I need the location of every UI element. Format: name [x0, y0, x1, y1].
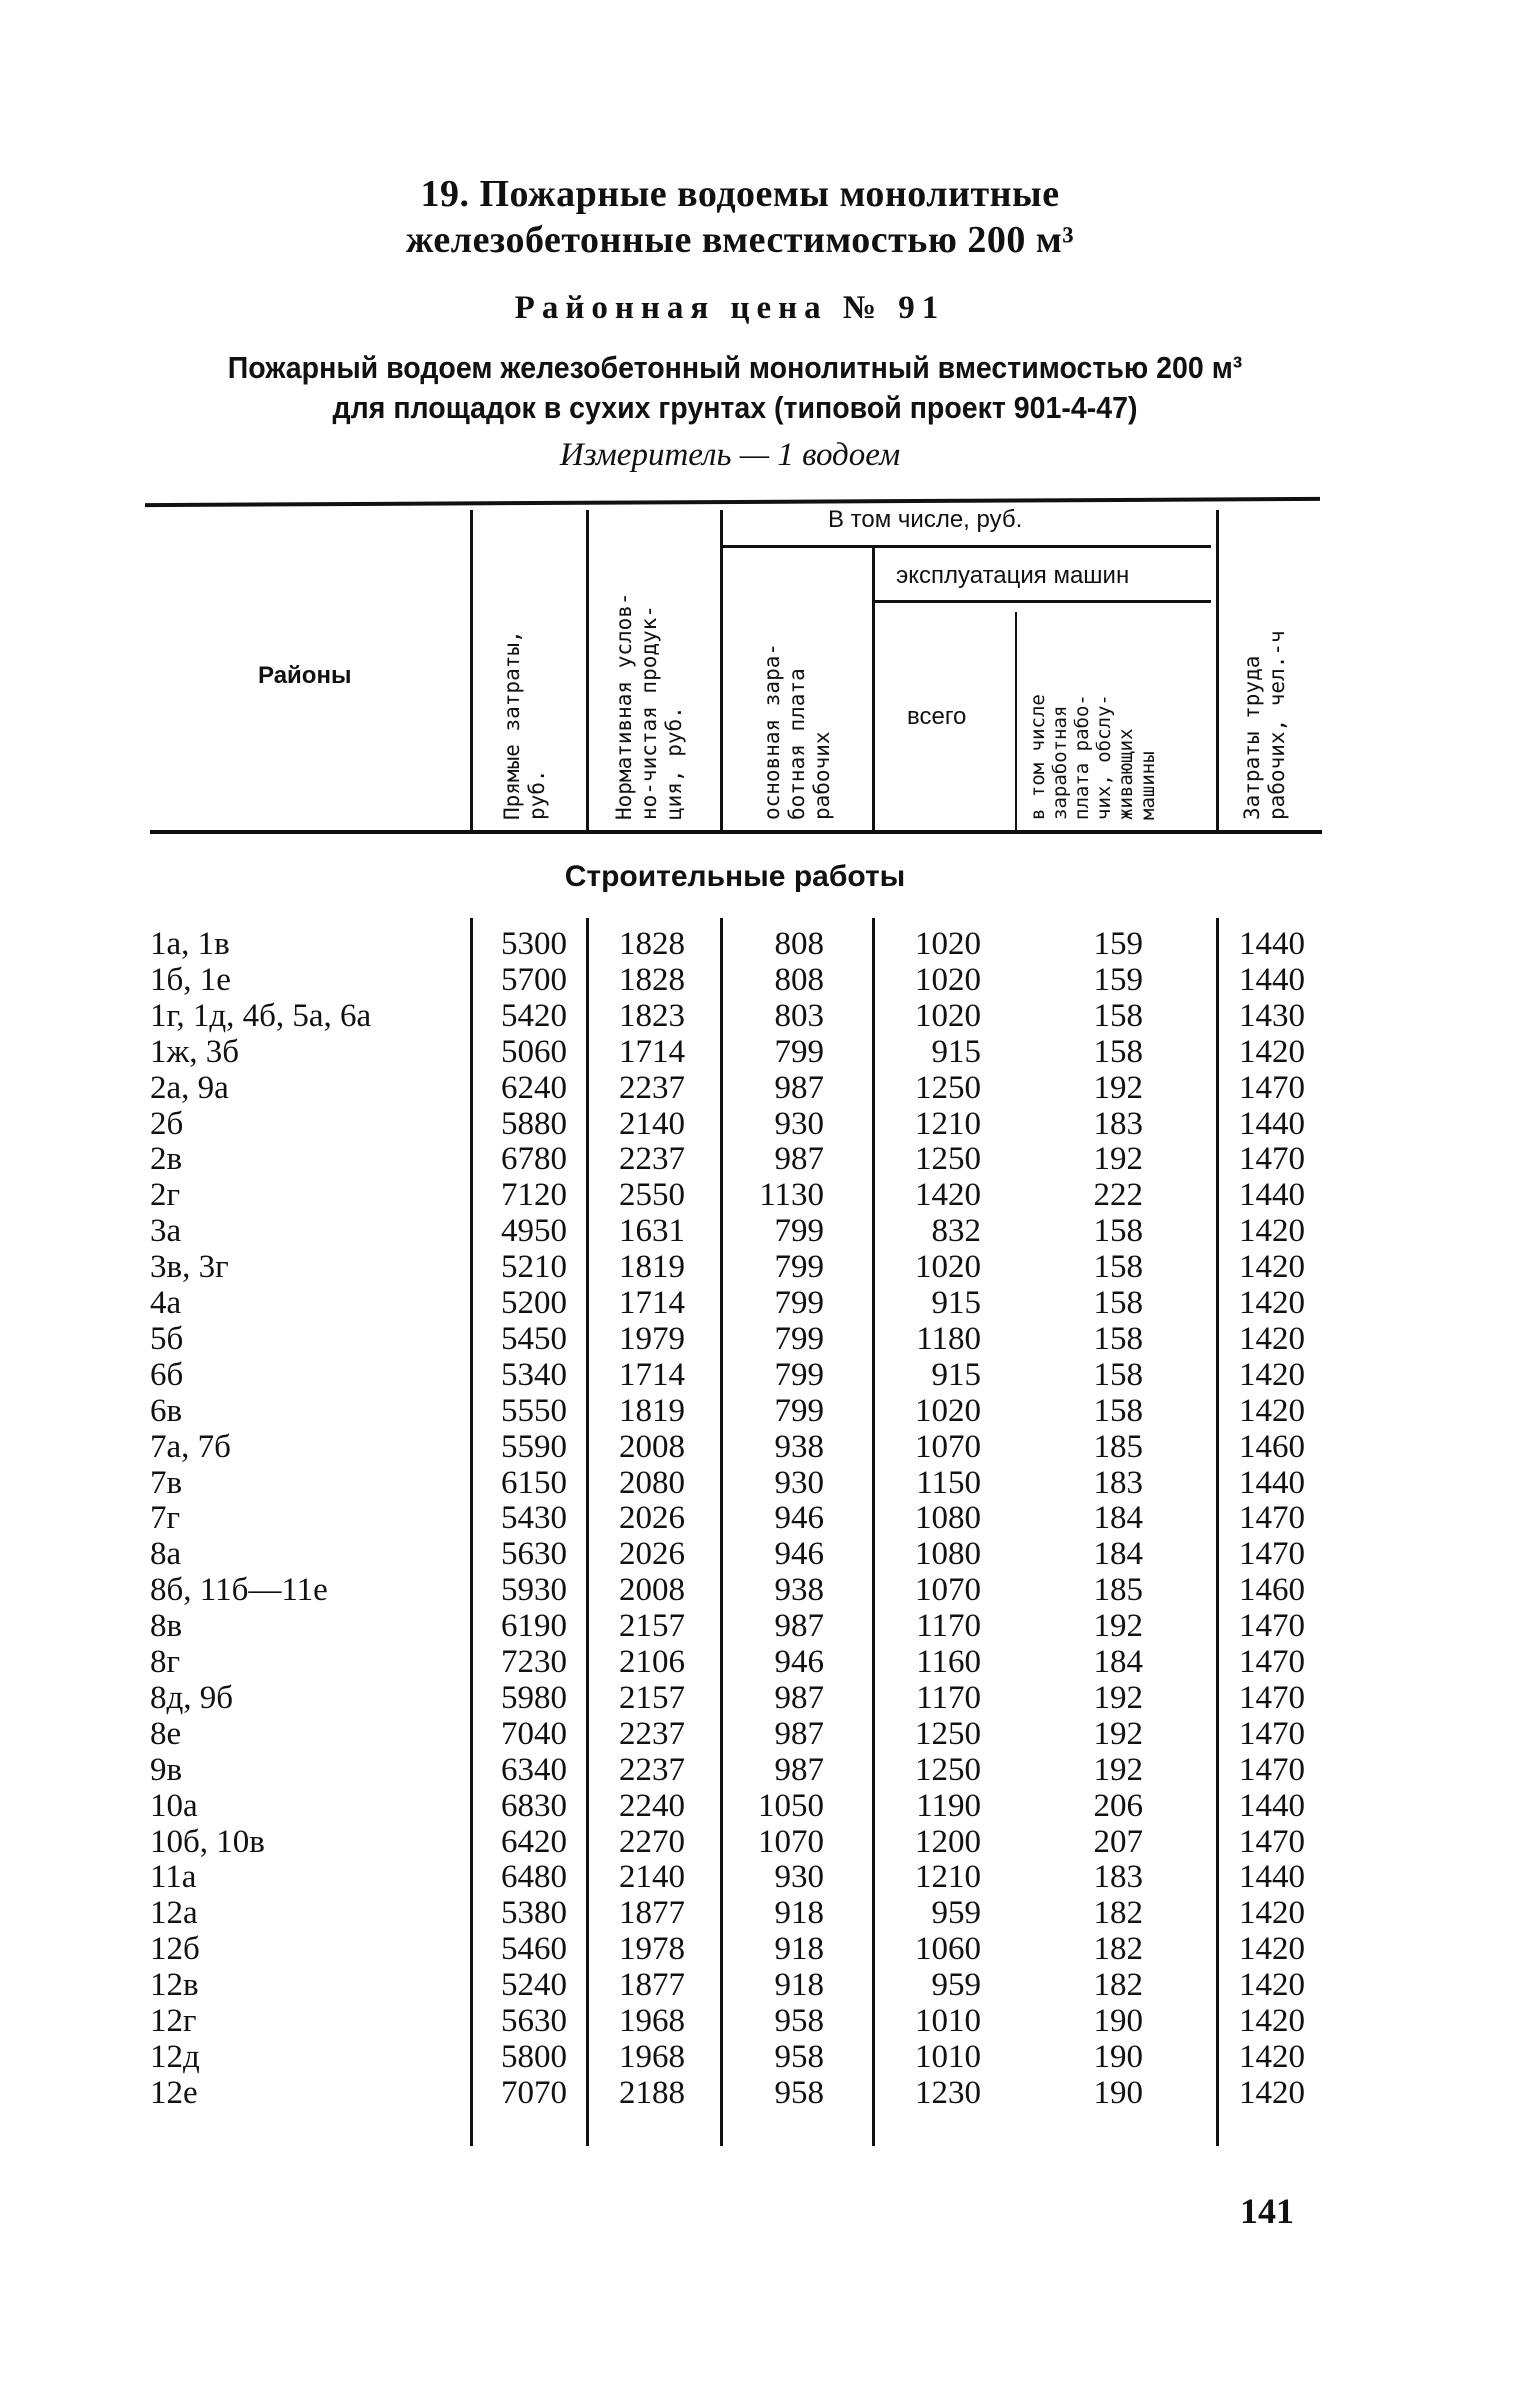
header-districts: Районы	[258, 662, 352, 689]
cell-direct-costs: 6240	[501, 1069, 567, 1106]
cell-direct-costs: 5980	[501, 1679, 567, 1716]
cell-base-wage: 987	[774, 1679, 824, 1716]
header-machine-wage: в том числе заработная плата рабо- чих, обслу- живающих машины	[1027, 694, 1159, 820]
table-row	[150, 1070, 1322, 1106]
cell-machine-total: 1250	[915, 1715, 981, 1752]
cell-machine-total: 1080	[915, 1536, 981, 1573]
table-row	[150, 1141, 1322, 1177]
cell-labor-costs: 1470	[1239, 1608, 1305, 1645]
cell-district: 10а	[150, 1787, 198, 1824]
table-row	[150, 1644, 1322, 1680]
table-row	[150, 1608, 1322, 1644]
cell-labor-costs: 1420	[1239, 1356, 1305, 1393]
cell-district: 12в	[150, 1967, 199, 2004]
cell-district: 2г	[150, 1177, 181, 1214]
cell-district: 7в	[150, 1464, 183, 1501]
header-normative-product: Нормативная услов- но-чистая продук- ция, руб.	[612, 592, 686, 820]
page-number: 141	[1240, 2191, 1294, 2231]
machines-rule	[873, 600, 1211, 603]
cell-labor-costs: 1470	[1239, 1500, 1305, 1537]
cell-direct-costs: 4950	[501, 1213, 567, 1250]
cell-labor-costs: 1420	[1239, 1249, 1305, 1286]
cell-machine-wage: 190	[1093, 2074, 1143, 2111]
cell-labor-costs: 1420	[1239, 1033, 1305, 1070]
header-bottom-rule	[150, 830, 1322, 834]
cell-machine-total: 1070	[915, 1428, 981, 1465]
cell-labor-costs: 1420	[1239, 1967, 1305, 2004]
cell-normative-product: 2270	[619, 1823, 685, 1860]
cell-normative-product: 2157	[619, 1608, 685, 1645]
cell-base-wage: 808	[774, 926, 824, 962]
cell-machine-wage: 192	[1093, 1715, 1143, 1752]
cell-district: 12г	[150, 2003, 197, 2039]
cell-machine-wage: 158	[1093, 1285, 1143, 1321]
cell-direct-costs: 5700	[501, 961, 567, 998]
cell-base-wage: 946	[774, 1500, 824, 1537]
header-divider	[1216, 510, 1219, 830]
cell-labor-costs: 1460	[1239, 1572, 1305, 1609]
table-row	[150, 1536, 1322, 1572]
cell-labor-costs: 1470	[1239, 1069, 1305, 1106]
cell-district: 9в	[150, 1751, 183, 1788]
cell-normative-product: 2008	[619, 1572, 685, 1609]
cell-normative-product: 1819	[619, 1392, 685, 1429]
header-divider	[586, 510, 589, 830]
cell-direct-costs: 5380	[501, 1895, 567, 1932]
cell-district: 7а, 7б	[150, 1428, 231, 1465]
table-row	[150, 1824, 1322, 1860]
cell-machine-total: 1230	[915, 2074, 981, 2111]
cell-normative-product: 1828	[619, 961, 685, 998]
cell-machine-total: 915	[931, 1033, 981, 1070]
cell-machine-total: 1020	[915, 997, 981, 1034]
cell-district: 12б	[150, 1931, 200, 1968]
cell-machine-total: 959	[931, 1967, 981, 2004]
cell-machine-total: 1250	[915, 1751, 981, 1788]
cell-normative-product: 2140	[619, 1859, 685, 1896]
cell-direct-costs: 5460	[501, 1931, 567, 1968]
table-row	[150, 1213, 1322, 1249]
cell-direct-costs: 5450	[501, 1320, 567, 1357]
cell-direct-costs: 6190	[501, 1608, 567, 1645]
cell-normative-product: 2237	[619, 1069, 685, 1106]
cell-machine-wage: 183	[1093, 1859, 1143, 1896]
cell-machine-total: 1020	[915, 1249, 981, 1286]
cell-district: 1ж, 3б	[150, 1033, 240, 1070]
cell-machine-wage: 184	[1093, 1644, 1143, 1680]
cell-direct-costs: 5340	[501, 1356, 567, 1393]
cell-machine-total: 1020	[915, 1392, 981, 1429]
cell-direct-costs: 6480	[501, 1859, 567, 1896]
cell-machine-wage: 192	[1093, 1751, 1143, 1788]
cell-labor-costs: 1470	[1239, 1141, 1305, 1178]
cell-normative-product: 2140	[619, 1105, 685, 1142]
cell-normative-product: 1828	[619, 926, 685, 962]
cell-machine-wage: 182	[1093, 1931, 1143, 1968]
cell-district: 7г	[150, 1500, 181, 1537]
table-row	[150, 2039, 1322, 2075]
cell-base-wage: 938	[774, 1428, 824, 1465]
cell-direct-costs: 5590	[501, 1428, 567, 1465]
table-row	[150, 1249, 1322, 1285]
table-row	[150, 1357, 1322, 1393]
table-row	[150, 1859, 1322, 1895]
cell-district: 3в, 3г	[150, 1249, 229, 1286]
cell-direct-costs: 6830	[501, 1787, 567, 1824]
cell-labor-costs: 1470	[1239, 1679, 1305, 1716]
table-row	[150, 1321, 1322, 1357]
cell-machine-total: 1060	[915, 1931, 981, 1968]
table-row	[150, 1895, 1322, 1931]
cell-direct-costs: 5880	[501, 1105, 567, 1142]
table-row	[150, 2003, 1322, 2039]
cell-machine-wage: 222	[1093, 1177, 1143, 1214]
cell-machine-total: 1250	[915, 1141, 981, 1178]
title-line-2: железобетонные вместимостью 200 м³	[405, 219, 1075, 261]
cell-direct-costs: 6150	[501, 1464, 567, 1501]
cell-district: 1б, 1е	[150, 961, 231, 998]
cell-machine-wage: 158	[1093, 1249, 1143, 1286]
cell-labor-costs: 1420	[1239, 1285, 1305, 1321]
cell-base-wage: 930	[774, 1105, 824, 1142]
cell-machine-wage: 183	[1093, 1105, 1143, 1142]
cell-machine-wage: 192	[1093, 1679, 1143, 1716]
cell-normative-product: 1714	[619, 1285, 685, 1321]
cell-machine-wage: 185	[1093, 1572, 1143, 1609]
cell-machine-total: 1170	[916, 1608, 981, 1645]
cell-district: 2б	[150, 1105, 184, 1142]
cell-base-wage: 1130	[759, 1177, 824, 1214]
cell-machine-total: 1010	[915, 2038, 981, 2075]
cell-direct-costs: 5240	[501, 1967, 567, 2004]
cell-normative-product: 1978	[619, 1931, 685, 1968]
cell-machine-total: 1170	[916, 1679, 981, 1716]
cell-direct-costs: 5210	[501, 1249, 567, 1286]
cell-machine-total: 832	[931, 1213, 981, 1250]
cell-machine-wage: 158	[1093, 1392, 1143, 1429]
cell-normative-product: 1979	[619, 1320, 685, 1357]
cell-normative-product: 1823	[619, 997, 685, 1034]
cell-labor-costs: 1440	[1239, 1787, 1305, 1824]
cell-normative-product: 2237	[619, 1141, 685, 1178]
table-row	[150, 1106, 1322, 1142]
cell-base-wage: 958	[774, 2074, 824, 2111]
including-rule	[721, 545, 1211, 548]
cell-normative-product: 2080	[619, 1464, 685, 1501]
cell-machine-wage: 158	[1093, 1213, 1143, 1250]
cell-district: 2а, 9а	[150, 1069, 229, 1106]
cell-machine-total: 1160	[916, 1644, 981, 1680]
header-direct-costs: Прямые затраты, руб.	[500, 630, 549, 820]
cell-district: 5б	[150, 1320, 184, 1357]
region-price: Районная цена № 91	[514, 290, 946, 326]
cell-district: 12е	[150, 2074, 198, 2111]
cell-base-wage: 938	[774, 1572, 824, 1609]
cell-base-wage: 958	[774, 2038, 824, 2075]
table-row	[150, 1716, 1322, 1752]
cell-direct-costs: 5060	[501, 1033, 567, 1070]
cell-machine-wage: 190	[1093, 2003, 1143, 2039]
cell-machine-wage: 192	[1093, 1069, 1143, 1106]
cell-labor-costs: 1470	[1239, 1751, 1305, 1788]
cell-base-wage: 799	[774, 1320, 824, 1357]
cell-direct-costs: 5200	[501, 1285, 567, 1321]
cell-machine-wage: 158	[1093, 997, 1143, 1034]
cell-machine-total: 1010	[915, 2003, 981, 2039]
cell-machine-total: 1080	[915, 1500, 981, 1537]
cell-labor-costs: 1440	[1239, 1464, 1305, 1501]
subtitle-line-1: Пожарный водоем железобетонный монолитный вместимостью 200 м³	[227, 350, 1243, 385]
cell-direct-costs: 5420	[501, 997, 567, 1034]
cell-base-wage: 799	[774, 1285, 824, 1321]
cell-machine-wage: 184	[1093, 1500, 1143, 1537]
cell-base-wage: 799	[774, 1213, 824, 1250]
cell-direct-costs: 5630	[501, 1536, 567, 1573]
cell-base-wage: 987	[774, 1751, 824, 1788]
table-row	[150, 1572, 1322, 1608]
cell-normative-product: 1968	[619, 2003, 685, 2039]
cell-district: 12а	[150, 1895, 198, 1932]
table-row	[150, 1752, 1322, 1788]
cell-machine-wage: 159	[1093, 961, 1143, 998]
cell-labor-costs: 1420	[1239, 2074, 1305, 2111]
cell-direct-costs: 6420	[501, 1823, 567, 1860]
cell-direct-costs: 5430	[501, 1500, 567, 1537]
cell-base-wage: 799	[774, 1392, 824, 1429]
cell-district: 8а	[150, 1536, 182, 1573]
table-row	[150, 926, 1322, 962]
table-row	[150, 1788, 1322, 1824]
cell-labor-costs: 1440	[1239, 961, 1305, 998]
cell-labor-costs: 1440	[1239, 1859, 1305, 1896]
cell-district: 8е	[150, 1715, 182, 1752]
cell-base-wage: 918	[774, 1931, 824, 1968]
cell-district: 8д, 9б	[150, 1679, 234, 1716]
cell-machine-total: 1190	[916, 1787, 981, 1824]
header-base-wage: основная зара- ботная плата рабочих	[760, 642, 834, 820]
cell-labor-costs: 1430	[1239, 997, 1305, 1034]
cell-base-wage: 799	[774, 1356, 824, 1393]
cell-normative-product: 2106	[619, 1644, 685, 1680]
table-row	[150, 1680, 1322, 1716]
cell-normative-product: 2237	[619, 1751, 685, 1788]
cell-base-wage: 918	[774, 1967, 824, 2004]
table-row	[150, 1931, 1322, 1967]
cell-machine-wage: 207	[1093, 1823, 1143, 1860]
cell-machine-total: 1150	[916, 1464, 981, 1501]
header-divider	[470, 510, 473, 830]
table-row	[150, 998, 1322, 1034]
cell-normative-product: 2026	[619, 1500, 685, 1537]
cell-machine-total: 915	[931, 1285, 981, 1321]
cell-base-wage: 946	[774, 1536, 824, 1573]
cell-normative-product: 2026	[619, 1536, 685, 1573]
cell-machine-total: 915	[931, 1356, 981, 1393]
cell-labor-costs: 1420	[1239, 2003, 1305, 2039]
cell-machine-total: 1070	[915, 1572, 981, 1609]
cell-machine-total: 1180	[916, 1320, 981, 1357]
cell-normative-product: 1877	[619, 1895, 685, 1932]
cell-normative-product: 1714	[619, 1033, 685, 1070]
cell-normative-product: 2240	[619, 1787, 685, 1824]
cell-direct-costs: 5300	[501, 926, 567, 962]
header-divider	[720, 510, 723, 830]
table-row	[150, 962, 1322, 998]
cell-machine-wage: 182	[1093, 1895, 1143, 1932]
header-machine-operation: эксплуатация машин	[896, 562, 1130, 589]
cell-machine-total: 1420	[915, 1177, 981, 1214]
cell-district: 4а	[150, 1285, 182, 1321]
cell-base-wage: 799	[774, 1249, 824, 1286]
cell-machine-wage: 158	[1093, 1356, 1143, 1393]
header-divider	[1015, 612, 1017, 830]
cell-direct-costs: 5800	[501, 2038, 567, 2075]
cell-labor-costs: 1420	[1239, 1213, 1305, 1250]
table-row	[150, 1285, 1322, 1321]
cell-labor-costs: 1460	[1239, 1428, 1305, 1465]
cell-labor-costs: 1420	[1239, 1392, 1305, 1429]
cell-normative-product: 2188	[619, 2074, 685, 2111]
cell-normative-product: 2008	[619, 1428, 685, 1465]
cell-labor-costs: 1470	[1239, 1715, 1305, 1752]
cell-machine-total: 1020	[915, 961, 981, 998]
cell-base-wage: 918	[774, 1895, 824, 1932]
cell-machine-total: 1250	[915, 1069, 981, 1106]
cell-base-wage: 799	[774, 1033, 824, 1070]
cell-normative-product: 1877	[619, 1967, 685, 2004]
cell-machine-wage: 185	[1093, 1428, 1143, 1465]
cell-labor-costs: 1420	[1239, 1320, 1305, 1357]
cell-direct-costs: 5550	[501, 1392, 567, 1429]
cell-direct-costs: 6780	[501, 1141, 567, 1178]
table-row	[150, 1393, 1322, 1429]
section-title: Строительные работы	[564, 860, 906, 893]
cell-normative-product: 2157	[619, 1679, 685, 1716]
table-row	[150, 2075, 1322, 2111]
table-row	[150, 1967, 1322, 2003]
cell-district: 8в	[150, 1608, 183, 1645]
cell-direct-costs: 7230	[501, 1644, 567, 1680]
cell-normative-product: 1631	[619, 1213, 685, 1250]
cell-base-wage: 930	[774, 1464, 824, 1501]
cell-district: 3а	[150, 1213, 182, 1250]
cell-base-wage: 930	[774, 1859, 824, 1896]
cell-machine-total: 1200	[915, 1823, 981, 1860]
cell-labor-costs: 1470	[1239, 1823, 1305, 1860]
cell-district: 6в	[150, 1392, 183, 1429]
cell-district: 2в	[150, 1141, 183, 1178]
header-labor-costs: Затраты труда рабочих, чел.-ч	[1240, 630, 1289, 820]
cell-machine-total: 1020	[915, 926, 981, 962]
cell-district: 10б, 10в	[150, 1823, 265, 1860]
header-divider	[872, 548, 875, 830]
cell-direct-costs: 5630	[501, 2003, 567, 2039]
cell-district: 11а	[150, 1859, 197, 1896]
cell-base-wage: 987	[774, 1715, 824, 1752]
cell-machine-wage: 192	[1093, 1141, 1143, 1178]
cell-labor-costs: 1440	[1239, 926, 1305, 962]
cell-machine-wage: 158	[1093, 1033, 1143, 1070]
cell-machine-wage: 182	[1093, 1967, 1143, 2004]
header-including: В том числе, руб.	[828, 506, 1023, 533]
cell-labor-costs: 1420	[1239, 1931, 1305, 1968]
cell-base-wage: 1070	[758, 1823, 824, 1860]
cell-base-wage: 987	[774, 1608, 824, 1645]
cell-direct-costs: 7070	[501, 2074, 567, 2111]
cell-normative-product: 1714	[619, 1356, 685, 1393]
cell-direct-costs: 7120	[501, 1177, 567, 1214]
cell-machine-wage: 159	[1093, 926, 1143, 962]
table-top-rule	[145, 497, 1320, 507]
title-line-1: 19. Пожарные водоемы монолитные	[420, 173, 1060, 215]
cell-direct-costs: 5930	[501, 1572, 567, 1609]
cell-machine-wage: 190	[1093, 2038, 1143, 2075]
table-row	[150, 1034, 1322, 1070]
header-total: всего	[907, 703, 967, 730]
table-row	[150, 1465, 1322, 1501]
measure-unit: Измеритель — 1 водоем	[559, 437, 901, 473]
cell-normative-product: 2550	[619, 1177, 685, 1214]
cell-machine-wage: 206	[1093, 1787, 1143, 1824]
cell-base-wage: 946	[774, 1644, 824, 1680]
cell-machine-wage: 183	[1093, 1464, 1143, 1501]
cell-machine-wage: 184	[1093, 1536, 1143, 1573]
cell-machine-total: 1210	[915, 1859, 981, 1896]
cell-normative-product: 1819	[619, 1249, 685, 1286]
cell-normative-product: 1968	[619, 2038, 685, 2075]
cell-base-wage: 958	[774, 2003, 824, 2039]
table-row	[150, 1177, 1322, 1213]
cell-machine-wage: 158	[1093, 1320, 1143, 1357]
cell-labor-costs: 1420	[1239, 1895, 1305, 1932]
cell-district: 1г, 1д, 4б, 5а, 6а	[150, 997, 372, 1034]
cell-machine-wage: 192	[1093, 1608, 1143, 1645]
table-row	[150, 1500, 1322, 1536]
cell-base-wage: 808	[774, 961, 824, 998]
cell-normative-product: 2237	[619, 1715, 685, 1752]
cell-machine-total: 959	[931, 1895, 981, 1932]
cell-district: 8б, 11б—11е	[150, 1572, 328, 1609]
cell-base-wage: 987	[774, 1141, 824, 1178]
cell-direct-costs: 7040	[501, 1715, 567, 1752]
cell-labor-costs: 1420	[1239, 2038, 1305, 2075]
cell-district: 1а, 1в	[150, 926, 230, 962]
cell-base-wage: 803	[774, 997, 824, 1034]
table-row	[150, 1429, 1322, 1465]
cell-labor-costs: 1470	[1239, 1536, 1305, 1573]
cell-district: 6б	[150, 1356, 184, 1393]
cell-labor-costs: 1470	[1239, 1644, 1305, 1680]
cell-base-wage: 987	[774, 1069, 824, 1106]
cell-labor-costs: 1440	[1239, 1105, 1305, 1142]
cell-district: 8г	[150, 1644, 181, 1680]
cell-labor-costs: 1440	[1239, 1177, 1305, 1214]
cell-direct-costs: 6340	[501, 1751, 567, 1788]
subtitle-line-2: для площадок в сухих грунтах (типовой проект 901-4-47)	[332, 390, 1138, 425]
cell-base-wage: 1050	[758, 1787, 824, 1824]
cell-machine-total: 1210	[915, 1105, 981, 1142]
cell-district: 12д	[150, 2038, 200, 2075]
